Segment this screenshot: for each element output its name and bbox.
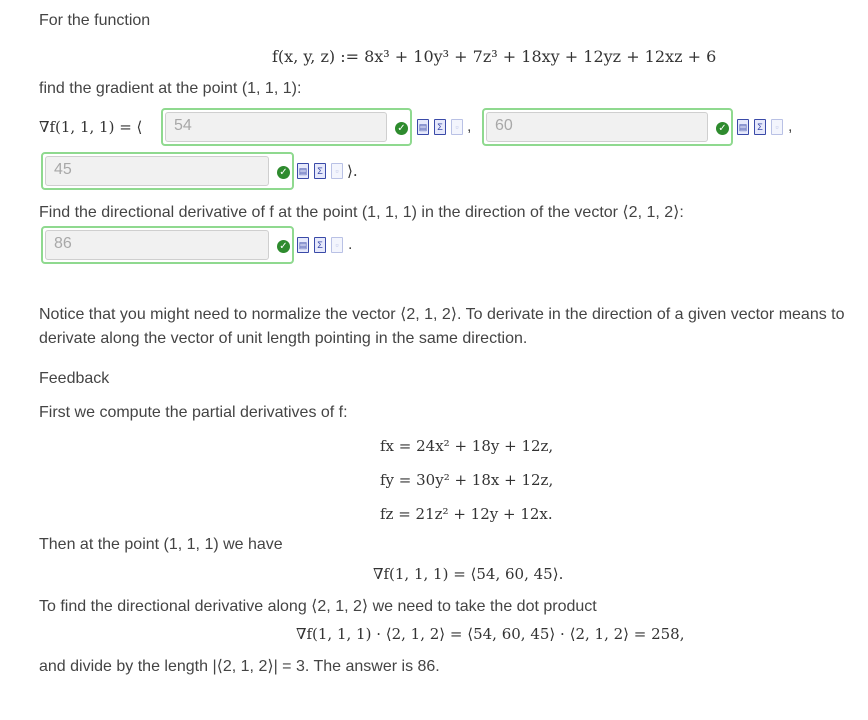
answer-grad-y-box <box>482 108 733 146</box>
correct-check-icon: ✓ <box>277 166 290 179</box>
sum-symbol-icon[interactable]: Σ <box>314 163 326 179</box>
dot-product-equation: ∇f(1, 1, 1) · ⟨2, 1, 2⟩ = ⟨54, 60, 45⟩ · ⟨2, 1, 2⟩ = 258, <box>296 625 685 643</box>
answer-directional-input[interactable]: 86 <box>45 230 269 260</box>
preview-icon[interactable]: ▤ <box>297 237 309 253</box>
document-icon[interactable]: ▫ <box>451 119 463 135</box>
document-icon[interactable]: ▫ <box>771 119 783 135</box>
gradient-label: ∇f(1, 1, 1) = ⟨ <box>39 118 143 136</box>
sum-symbol-icon[interactable]: Σ <box>314 237 326 253</box>
answer-grad-z-input[interactable]: 45 <box>45 156 269 186</box>
notice-text: Notice that you might need to normalize the vector ⟨2, 1, 2⟩. To derivate in the direction of a given vector means to derivate along the vector of unit length pointing in the same direction. <box>39 306 845 347</box>
correct-check-icon: ✓ <box>395 122 408 135</box>
intro-text: For the function <box>39 12 151 29</box>
answer-grad-z-box <box>41 152 294 190</box>
feedback-intro: First we compute the partial derivatives of f: <box>39 404 348 421</box>
preview-icon[interactable]: ▤ <box>737 119 749 135</box>
partial-fy: fy = 30y² + 18x + 12z, <box>380 471 554 489</box>
partial-fx: fx = 24x² + 18y + 12z, <box>380 437 554 455</box>
then-text: Then at the point (1, 1, 1) we have <box>39 536 283 553</box>
answer-grad-x-box <box>161 108 412 146</box>
sum-symbol-icon[interactable]: Σ <box>754 119 766 135</box>
comma-separator: , <box>788 118 793 135</box>
partial-fz: fz = 21z² + 12y + 12x. <box>380 505 553 523</box>
directional-prompt: Find the directional derivative of f at the point (1, 1, 1) in the direction of the vector ⟨2, 1, 2⟩: <box>39 204 684 221</box>
feedback-heading: Feedback <box>39 370 110 387</box>
correct-check-icon: ✓ <box>716 122 729 135</box>
answer-grad-y-input[interactable]: 60 <box>486 112 708 142</box>
comma-separator: , <box>467 118 472 135</box>
preview-icon[interactable]: ▤ <box>417 119 429 135</box>
answer-grad-x-input[interactable]: 54 <box>165 112 387 142</box>
document-icon[interactable]: ▫ <box>331 237 343 253</box>
document-icon[interactable]: ▫ <box>331 163 343 179</box>
function-definition: f(x, y, z) := 8x³ + 10y³ + 7z³ + 18xy + 12yz + 12xz + 6 <box>272 47 717 66</box>
period-separator: . <box>348 236 353 253</box>
gradient-result: ∇f(1, 1, 1) = ⟨54, 60, 45⟩. <box>373 565 564 583</box>
answer-directional-box <box>41 226 294 264</box>
gradient-prompt: find the gradient at the point (1, 1, 1): <box>39 80 302 97</box>
sum-symbol-icon[interactable]: Σ <box>434 119 446 135</box>
dot-intro: To find the directional derivative along ⟨2, 1, 2⟩ we need to take the dot product <box>39 598 597 615</box>
final-answer-text: and divide by the length |⟨2, 1, 2⟩| = 3. The answer is 86. <box>39 658 440 675</box>
correct-check-icon: ✓ <box>277 240 290 253</box>
preview-icon[interactable]: ▤ <box>297 163 309 179</box>
closing-bracket: ⟩. <box>347 162 358 180</box>
